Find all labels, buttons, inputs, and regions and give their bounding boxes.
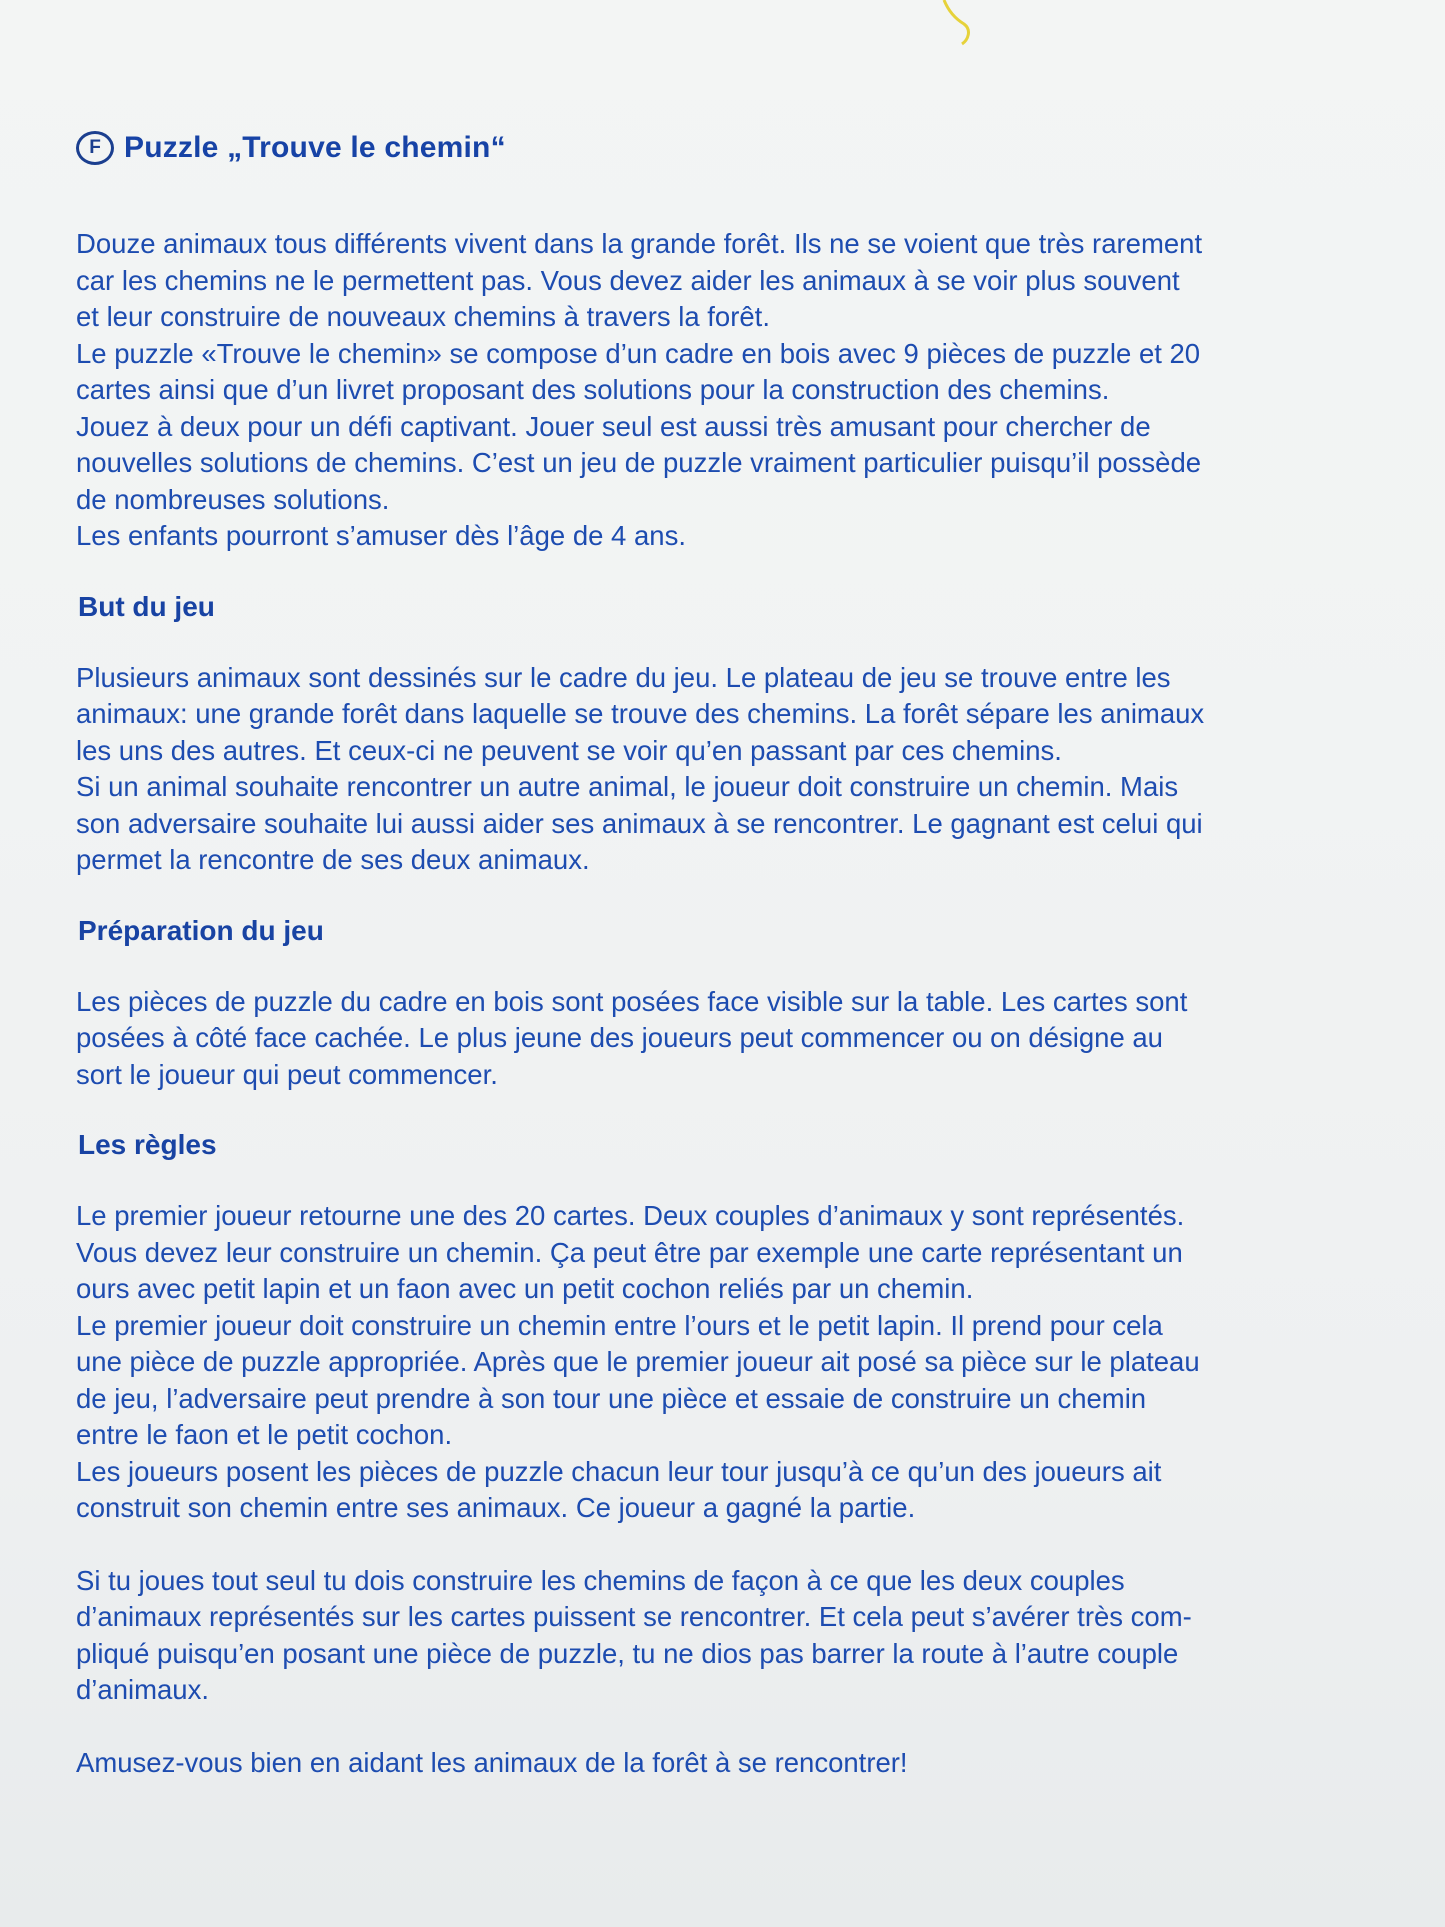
rules-paragraph: Le premier joueur retourne une des 20 cartes. Deux couples d’animaux y sont représentés. Vous devez leur construire un chemin. Ça peut être par exemple une carte représentant un ours avec petit lapin et un faon avec un petit cochon reliés par un chemin. Le premier joueur doit construire un chemin entre l’ours et le petit lapin. Il prend pour cela une pièce de puzzle appropriée. Après que le premier joueur ait posé sa pièce sur le plateau de jeu, l’adversaire peut prendre à son tour une pièce et essaie de construire un chemin entre le faon et le petit cochon. Les joueurs posent les pièces de puzzle chacun leur tour jusqu’à ce qu’un des joueurs ait construit son chemin entre ses animaux. Ce joueur a gagné la partie. [76, 1200, 1200, 1523]
section-heading-rules: Les règles [78, 1129, 217, 1160]
paragraph-spacer [76, 1709, 1336, 1745]
language-badge: F [76, 131, 114, 165]
preparation-paragraph: Les pièces de puzzle du cadre en bois sont posées face visible sur la table. Les cartes sont posées à côté face cachée. Le plus jeune des joueurs peut commencer ou on désigne au sort le joueur qui peut commencer. [76, 985, 1188, 1090]
closing-line: Amusez-vous bien en aidant les animaux de la forêt à se rencontrer! [76, 1746, 908, 1778]
solo-play-paragraph: Si tu joues tout seul tu dois construire les chemins de façon à ce que les deux couples d’animaux représentés sur les cartes puissent se rencontrer. Et cela peut s’avérer très com- pliqué puisqu’en posant une pièce de puzzle, tu ne dios pas barrer la route à l’autre couple d’animaux. [76, 1564, 1192, 1705]
title-row [76, 122, 1336, 174]
instruction-sheet [76, 122, 1336, 1781]
goal-paragraph: Plusieurs animaux sont dessinés sur le cadre du jeu. Le plateau de jeu se trouve entre les animaux: une grande forêt dans laquelle se trouve des chemins. La forêt sépare les animaux les uns des autres. Et ceux-ci ne peuvent se voir qu’en passant par ces chemins. Si un animal souhaite rencontrer un autre animal, le joueur doit construire un chemin. Mais son adversaire souhaite lui aussi aider ses animaux à se rencontrer. Le gagnant est celui qui permet la rencontre de ses deux animaux. [76, 661, 1205, 875]
section-heading-goal: But du jeu [78, 590, 215, 622]
paragraph-spacer [76, 1527, 1336, 1563]
section-heading-preparation: Préparation du jeu [78, 914, 324, 946]
page-title: Puzzle „Trouve le chemin“ [124, 131, 506, 164]
yellow-string-mark [938, 0, 978, 48]
intro-paragraph: Douze animaux tous différents vivent dans la grande forêt. Ils ne se voient que très rarement car les chemins ne le permettent pas. Vous devez aider les animaux à se voir plus souvent et leur construire de nouveaux chemins à travers la forêt. Le puzzle «Trouve le chemin» se compose d’un cadre en bois avec 9 pièces de puzzle et 20 cartes ainsi que d’un livret proposant des solutions pour la construction des chemins. Jouez à deux pour un défi captivant. Jouer seul est aussi très amusant pour chercher de nouvelles solutions de chemins. C’est un jeu de puzzle vraiment particulier puisqu’il possède de nombreuses solutions. Les enfants pourront s’amuser dès l’âge de 4 ans. [76, 228, 1203, 551]
